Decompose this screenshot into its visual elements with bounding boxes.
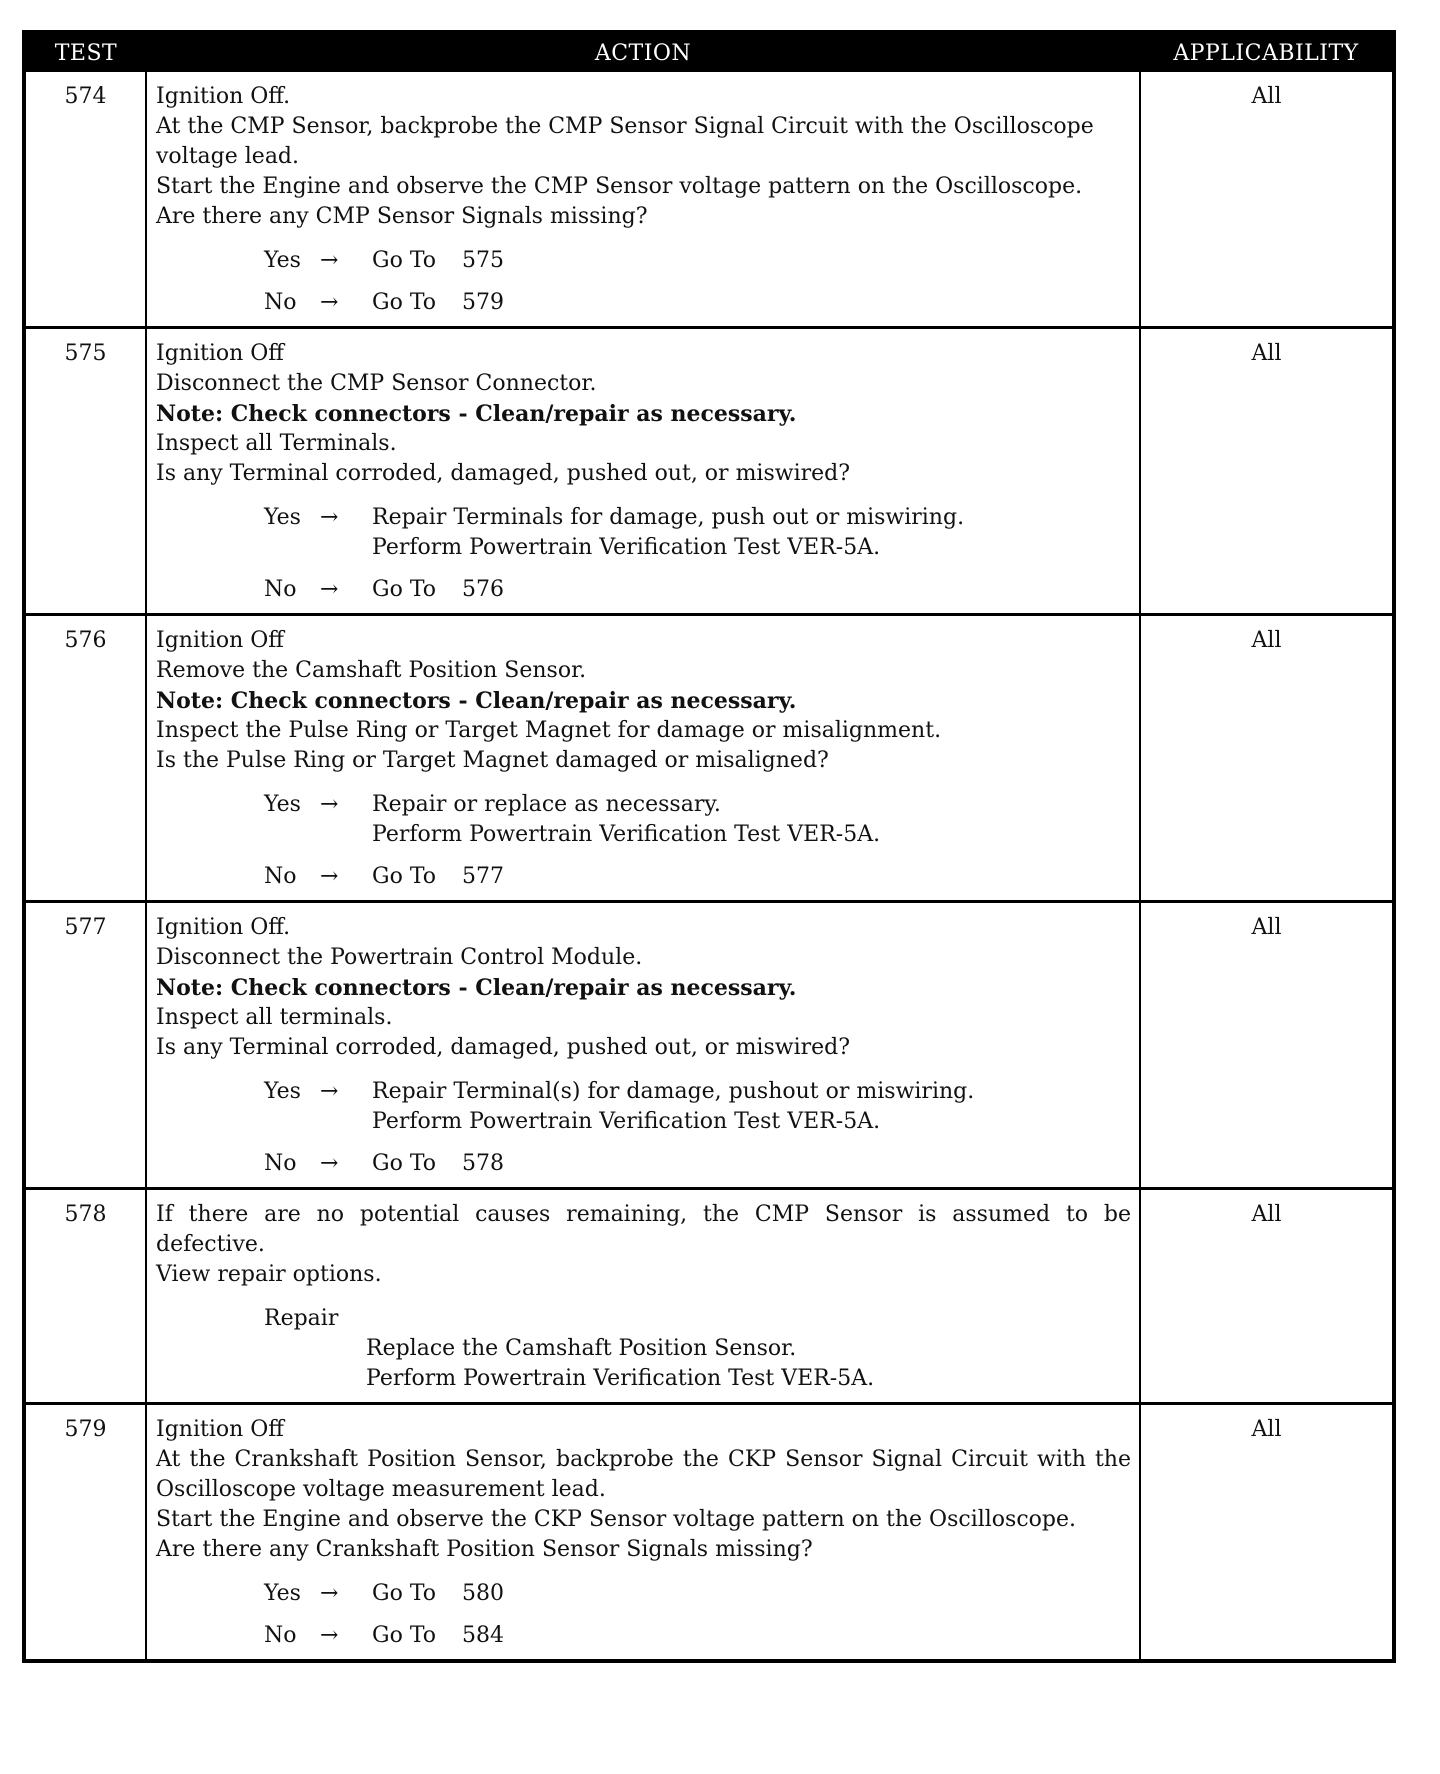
arrow-icon: →: [320, 864, 339, 889]
table-row: [26, 1404, 1392, 1660]
note-line: Note: Check connectors - Clean/repair as necessary.: [156, 975, 797, 1001]
goto-number: 575: [462, 248, 505, 273]
action-line: Start the Engine and observe the CKP Sensor voltage pattern on the Oscilloscope.: [156, 1507, 1077, 1532]
action-line: Is any Terminal corroded, damaged, pushed out, or miswired?: [156, 1035, 851, 1060]
action-line: At the Crankshaft Position Sensor, backprobe the CKP Sensor Signal Circuit with the Oscilloscope voltage measurement lead.: [156, 1447, 1131, 1502]
repair-options: [366, 1334, 1131, 1394]
goto-label: Go To: [372, 1623, 437, 1648]
result-line: Perform Powertrain Verification Test VER-5A.: [372, 822, 881, 847]
action-line: Ignition Off: [156, 341, 284, 366]
goto-label: Go To: [372, 248, 437, 273]
action-line: Ignition Off.: [156, 84, 291, 109]
repair-line: Perform Powertrain Verification Test VER-5A.: [366, 1366, 875, 1391]
no-branch: [264, 1149, 1131, 1179]
test-number: 578: [26, 1189, 146, 1404]
arrow-icon: →: [320, 1079, 339, 1104]
branches: [156, 1579, 1131, 1651]
action-line: Disconnect the Powertrain Control Module.: [156, 945, 643, 970]
header-row: [26, 34, 1392, 72]
action-line: Disconnect the CMP Sensor Connector.: [156, 371, 597, 396]
yes-branch: [264, 1077, 1131, 1137]
yes-branch: [264, 790, 1131, 850]
action-line: Are there any CMP Sensor Signals missing?: [156, 204, 648, 229]
action-cell: [146, 72, 1140, 328]
answer-no: No: [264, 1623, 297, 1648]
test-number: 575: [26, 328, 146, 615]
repair-label: Repair: [264, 1306, 339, 1331]
goto-label: Go To: [372, 577, 437, 602]
action-line: Is any Terminal corroded, damaged, pushed out, or miswired?: [156, 461, 851, 486]
test-number: 576: [26, 615, 146, 902]
yes-branch: [264, 503, 1131, 563]
yes-branch: [264, 1579, 1131, 1609]
repair-line: Replace the Camshaft Position Sensor.: [366, 1336, 797, 1361]
applicability: All: [1140, 615, 1392, 902]
no-branch: [264, 575, 1131, 605]
branches: [156, 790, 1131, 892]
table-row: [26, 72, 1392, 328]
table-row: [26, 615, 1392, 902]
applicability: All: [1140, 328, 1392, 615]
arrow-icon: →: [320, 792, 339, 817]
goto-number: 584: [462, 1623, 505, 1648]
answer-yes: Yes: [264, 505, 301, 530]
branches: [156, 246, 1131, 318]
table-row: [26, 1189, 1392, 1404]
action-line: Inspect all terminals.: [156, 1005, 393, 1030]
action-cell: [146, 1404, 1140, 1660]
table-row: [26, 902, 1392, 1189]
arrow-icon: →: [320, 248, 339, 273]
yes-branch: [264, 246, 1131, 276]
applicability: All: [1140, 1404, 1392, 1660]
note-line: Note: Check connectors - Clean/repair as necessary.: [156, 688, 797, 714]
arrow-icon: →: [320, 577, 339, 602]
action-cell: [146, 615, 1140, 902]
arrow-icon: →: [320, 1581, 339, 1606]
action-cell: [146, 902, 1140, 1189]
answer-no: No: [264, 577, 297, 602]
action-line: At the CMP Sensor, backprobe the CMP Sensor Signal Circuit with the Oscilloscope voltage lead.: [156, 114, 1094, 169]
action-cell: [146, 1189, 1140, 1404]
no-branch: [264, 288, 1131, 318]
action-line: View repair options.: [156, 1262, 382, 1287]
diagnostic-table-sheet: [22, 30, 1396, 1663]
result-line: Perform Powertrain Verification Test VER-5A.: [372, 535, 881, 560]
branches: [156, 1077, 1131, 1179]
answer-yes: Yes: [264, 248, 301, 273]
applicability: All: [1140, 1189, 1392, 1404]
action-line: Remove the Camshaft Position Sensor.: [156, 658, 587, 683]
action-line: Ignition Off: [156, 1417, 284, 1442]
action-line: Inspect all Terminals.: [156, 431, 397, 456]
header-applicability: APPLICABILITY: [1140, 34, 1392, 72]
action-line: Is the Pulse Ring or Target Magnet damaged or misaligned?: [156, 748, 829, 773]
answer-yes: Yes: [264, 792, 301, 817]
action-line: Ignition Off.: [156, 915, 291, 940]
test-number: 579: [26, 1404, 146, 1660]
answer-yes: Yes: [264, 1581, 301, 1606]
goto-number: 579: [462, 290, 505, 315]
header-test: TEST: [26, 34, 146, 72]
action-cell: [146, 328, 1140, 615]
diagnostic-table: [26, 34, 1392, 1659]
result-line: Perform Powertrain Verification Test VER-5A.: [372, 1109, 881, 1134]
answer-yes: Yes: [264, 1079, 301, 1104]
action-line: Ignition Off: [156, 628, 284, 653]
answer-no: No: [264, 290, 297, 315]
action-line: Start the Engine and observe the CMP Sensor voltage pattern on the Oscilloscope.: [156, 174, 1083, 199]
test-number: 574: [64, 84, 107, 109]
goto-label: Go To: [372, 1581, 437, 1606]
note-line: Note: Check connectors - Clean/repair as necessary.: [156, 401, 797, 427]
branches: [156, 503, 1131, 605]
goto-number: 576: [462, 577, 505, 602]
goto-label: Go To: [372, 290, 437, 315]
applicability: All: [1251, 84, 1282, 109]
arrow-icon: →: [320, 505, 339, 530]
arrow-icon: →: [320, 1623, 339, 1648]
action-line: Are there any Crankshaft Position Sensor Signals missing?: [156, 1537, 813, 1562]
result-line: Repair Terminal(s) for damage, pushout or miswiring.: [372, 1079, 975, 1104]
result-line: Repair or replace as necessary.: [372, 792, 721, 817]
answer-no: No: [264, 1151, 297, 1176]
goto-label: Go To: [372, 1151, 437, 1176]
no-branch: [264, 862, 1131, 892]
action-line: Inspect the Pulse Ring or Target Magnet for damage or misalignment.: [156, 718, 942, 743]
arrow-icon: →: [320, 1151, 339, 1176]
goto-number: 577: [462, 864, 505, 889]
no-branch: [264, 1621, 1131, 1651]
goto-number: 580: [462, 1581, 505, 1606]
applicability: All: [1140, 902, 1392, 1189]
action-line: If there are no potential causes remaining, the CMP Sensor is assumed to be defective.: [156, 1202, 1131, 1257]
goto-number: 578: [462, 1151, 505, 1176]
result-line: Repair Terminals for damage, push out or miswiring.: [372, 505, 965, 530]
goto-label: Go To: [372, 864, 437, 889]
header-action: ACTION: [146, 34, 1140, 72]
answer-no: No: [264, 864, 297, 889]
test-number: 577: [26, 902, 146, 1189]
table-row: [26, 328, 1392, 615]
arrow-icon: →: [320, 290, 339, 315]
